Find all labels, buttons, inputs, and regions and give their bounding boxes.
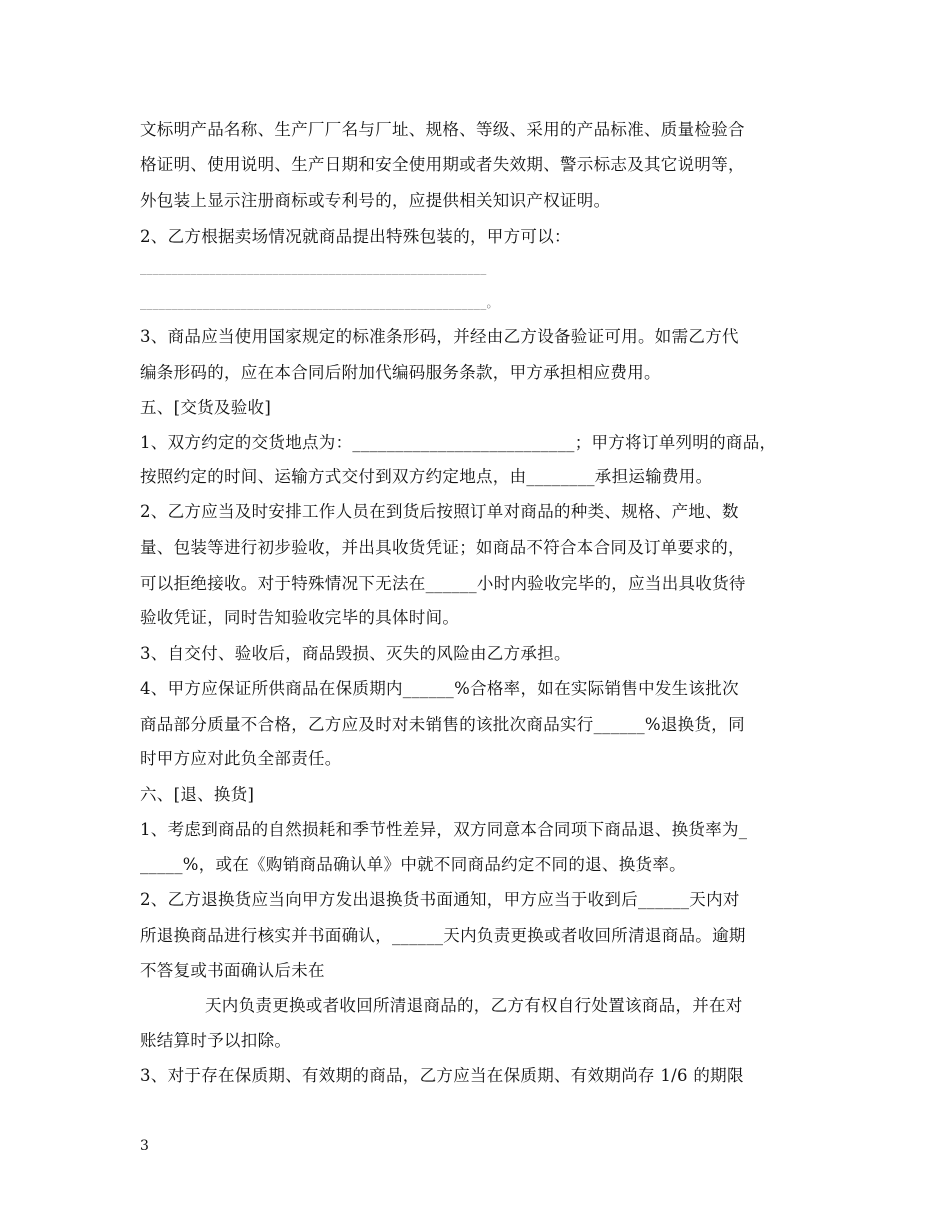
text-line: 2、乙方根据卖场情况就商品提出特殊包装的，甲方可以：	[140, 227, 571, 246]
text-line: 1、双方约定的交货地点为：__________________________；甲方将订单列明的商品，	[140, 433, 777, 452]
section-heading: 五、[交货及验收]	[140, 398, 272, 417]
text-line: 1、考虑到商品的自然损耗和季节性差异，双方同意本合同项下商品退、换货率为_	[140, 820, 748, 839]
text-line: 商品部分质量不合格，乙方应及时对未销售的该批次商品实行______%退换货，同	[140, 715, 745, 734]
text-line: 4、甲方应保证所供商品在保质期内______%合格率，如在实际销售中发生该批次	[140, 679, 739, 698]
page-number: 3	[140, 1138, 149, 1154]
text-line: 2、乙方退换货应当向甲方发出退换货书面通知，甲方应当于收到后______天内对	[140, 890, 740, 909]
blank-fill-line: _______________________________________________________。	[140, 296, 499, 310]
text-line: 3、对于存在保质期、有效期的商品，乙方应当在保质期、有效期尚存 1/6 的期限	[140, 1066, 744, 1085]
text-line: 时甲方应对此负全部责任。	[140, 749, 342, 768]
text-line: 外包装上显示注册商标或专利号的，应提供相关知识产权证明。	[140, 191, 611, 210]
text-line: 编条形码的，应在本合同后附加代编码服务条款，甲方承担相应费用。	[140, 363, 661, 382]
text-line: 账结算时予以扣除。	[140, 1031, 292, 1050]
text-line: 不答复或书面确认后未在	[140, 961, 325, 980]
text-line: 量、包装等进行初步验收，并出具收货凭证；如商品不符合本合同及订单要求的，	[140, 538, 745, 557]
text-line: 2、乙方应当及时安排工作人员在到货后按照订单对商品的种类、规格、产地、数	[140, 502, 739, 521]
section-heading: 六、[退、换货]	[140, 785, 255, 804]
text-line: 格证明、使用说明、生产日期和安全使用期或者失效期、警示标志及其它说明等，	[140, 155, 745, 174]
text-line: 文标明产品名称、生产厂厂名与厂址、规格、等级、采用的产品标准、质量检验合	[140, 120, 745, 139]
text-line: 可以拒绝接收。对于特殊情况下无法在______小时内验收完毕的，应当出具收货待	[140, 574, 746, 593]
text-line: 所退换商品进行核实并书面确认，______天内负责更换或者收回所清退商品。逾期	[140, 926, 746, 945]
text-line: 3、自交付、验收后，商品毁损、灭失的风险由乙方承担。	[140, 644, 571, 663]
text-line: 3、商品应当使用国家规定的标准条形码，并经由乙方设备验证可用。如需乙方代	[140, 327, 739, 346]
text-line: 验收凭证，同时告知验收完毕的具体时间。	[140, 608, 460, 627]
blank-fill-line: _______________________________________________________	[140, 261, 487, 275]
text-line: _____%，或在《购销商品确认单》中就不同商品约定不同的退、换货率。	[140, 855, 686, 874]
text-line: 按照约定的时间、运输方式交付到双方约定地点，由________承担运输费用。	[140, 467, 713, 486]
indented-text-line: 天内负责更换或者收回所清退商品的，乙方有权自行处置该商品，并在对	[205, 996, 743, 1015]
